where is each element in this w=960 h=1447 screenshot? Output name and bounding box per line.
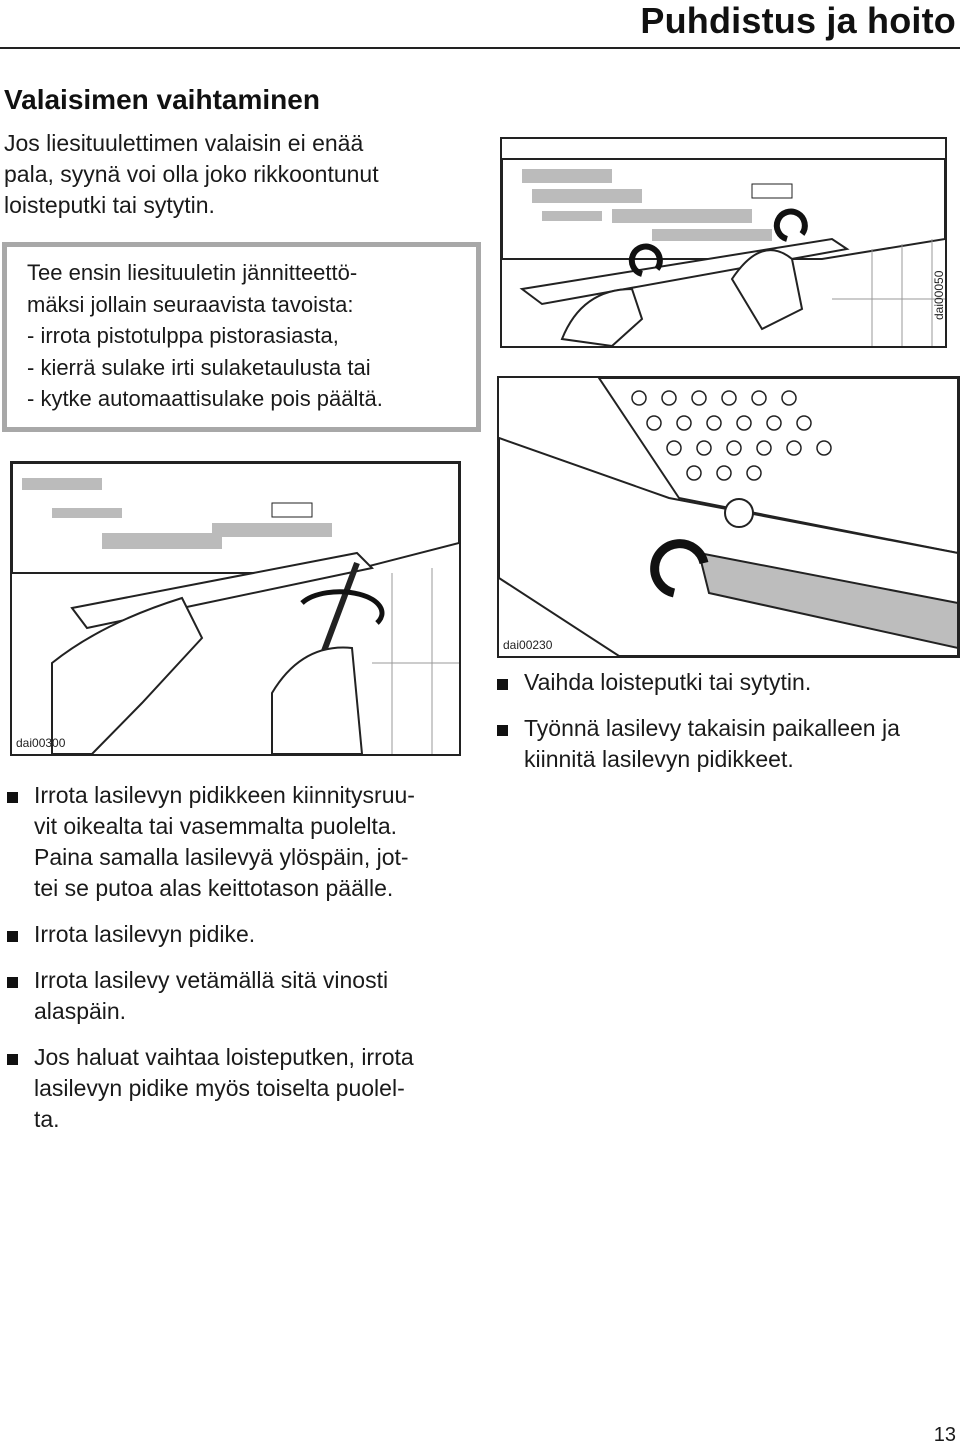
step-line: vit oikealta tai vasemmalta puolelta.	[34, 813, 398, 839]
intro-line: loisteputki tai sytytin.	[4, 192, 215, 218]
figure-code-label: dai00300	[16, 736, 66, 750]
step-line: alaspäin.	[34, 998, 127, 1024]
bullet-icon	[7, 931, 18, 942]
step-line: Työnnä lasilevy takaisin paikalleen ja	[524, 715, 900, 741]
figure-code-label: dai00050	[932, 270, 946, 320]
intro-paragraph	[4, 128, 464, 221]
step-line: Irrota lasilevyn pidike.	[34, 921, 256, 947]
step-line: Jos haluat vaihtaa loisteputken, irrota	[34, 1044, 414, 1070]
list-item	[494, 667, 956, 698]
intro-line: pala, syynä voi olla joko rikkoontunut	[4, 161, 379, 187]
warning-line: Tee ensin liesituuletin jännitteettö-	[27, 260, 358, 285]
figure-lamp-closeup	[497, 376, 960, 658]
hood-illustration-3	[499, 378, 958, 656]
section-title: Valaisimen vaihtaminen	[4, 84, 320, 115]
hood-illustration-1	[502, 139, 945, 346]
header-divider	[0, 47, 960, 49]
page-number: 13	[933, 1424, 956, 1446]
hood-illustration-2	[12, 463, 459, 754]
step-line: Irrota lasilevy vetämällä sitä vinosti	[34, 967, 389, 993]
steps-list-right	[494, 667, 956, 790]
bullet-icon	[7, 792, 18, 803]
step-line: Paina samalla lasilevyä ylöspäin, jot-	[34, 844, 409, 870]
bullet-icon	[7, 977, 18, 988]
figure-hands-removing-cover	[500, 137, 947, 348]
bullet-icon	[7, 1054, 18, 1065]
figure-code-label: dai00230	[503, 638, 553, 652]
list-item	[4, 780, 464, 904]
step-line: Irrota lasilevyn pidikkeen kiinnitysruu-	[34, 782, 415, 808]
step-line: ta.	[34, 1106, 60, 1132]
step-line: lasilevyn pidike myös toiselta puolel-	[34, 1075, 405, 1101]
safety-warning-box	[2, 242, 481, 432]
figure-screwdriver-removal	[10, 461, 461, 756]
warning-line: - kytke automaattisulake pois päältä.	[27, 386, 383, 412]
list-item	[4, 919, 464, 950]
warning-line: - irrota pistotulppa pistorasiasta,	[27, 323, 339, 349]
bullet-icon	[497, 679, 508, 690]
bullet-icon	[497, 725, 508, 736]
intro-line: Jos liesituulettimen valaisin ei enää	[4, 130, 364, 156]
page-header-title: Puhdistus ja hoito	[640, 0, 956, 41]
warning-line: - kierrä sulake irti sulaketaulusta tai	[27, 354, 371, 380]
steps-list-left	[4, 780, 464, 1150]
step-line: tei se putoa alas keittotason päälle.	[34, 875, 394, 901]
list-item	[4, 1042, 464, 1135]
warning-line: mäksi jollain seuraavista tavoista:	[27, 291, 354, 317]
step-line: kiinnitä lasilevyn pidikkeet.	[524, 746, 794, 772]
list-item	[4, 965, 464, 1027]
list-item	[494, 713, 956, 775]
step-line: Vaihda loisteputki tai sytytin.	[524, 669, 812, 695]
